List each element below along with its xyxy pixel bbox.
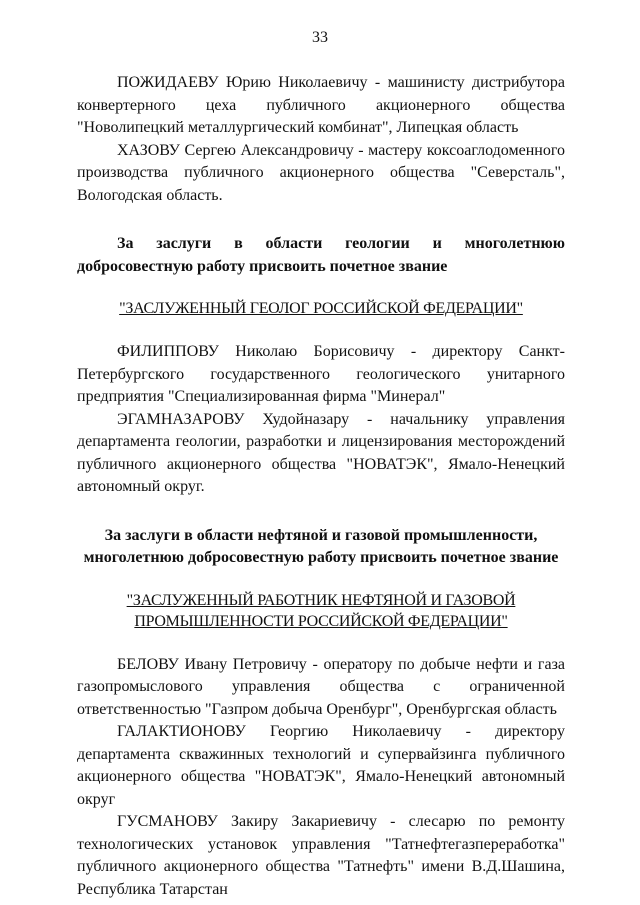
decree-geology: За заслуги в области геологии и многолетнюю добросовестную работу присвоить почетное звание [77,235,565,275]
spacer [77,632,565,654]
spacer [77,319,565,341]
award-entry-pozhidaev: ПОЖИДАЕВУ Юрию Николаевичу - машинисту дистрибутора конвертерного цеха публичного акционерного общества "Новолипецкий металлургический комбинат", Липецкая область [77,74,565,136]
spacer [77,207,565,233]
award-entry-filippov: ФИЛИППОВУ Николаю Борисовичу - директору Санкт-Петербургского государственного геологического унитарного предприятия "Специализированная фирма "Минерал" [77,343,565,405]
spacer [77,278,565,298]
award-entry-belov: БЕЛОВУ Ивану Петровичу - оператору по добыче нефти и газа газопромыслового управления общества с ограниченной ответственностью "Газпром добыча Оренбург", Оренбургская область [77,655,565,718]
spacer [77,570,565,590]
honorary-title-oil-gas-line1: "ЗАСЛУЖЕННЫЙ РАБОТНИК НЕФТЯНОЙ И ГАЗОВОЙ [126,591,516,609]
document-body [77,72,565,901]
award-entry-galaktionov: ГАЛАКТИОНОВУ Георгию Николаевичу - директору департамента скважинных технологий и супервайзинга публичного акционерного общества "НОВАТЭК", Ямало-Ненецкий автономный округ [77,723,565,808]
honorary-title-geologist: "ЗАСЛУЖЕННЫЙ ГЕОЛОГ РОССИЙСКОЙ ФЕДЕРАЦИИ" [119,300,523,317]
award-entry-egamnazarov: ЭГАМНАЗАРОВУ Худойназару - начальнику управления департамента геологии, разработки и лицензирования месторождений публичного акционерного общества "НОВАТЭК", Ямало-Ненецкий автономный округ. [77,410,565,495]
spacer [77,499,565,525]
honorary-title-oil-gas-line2: ПРОМЫШЛЕННОСТИ РОССИЙСКОЙ ФЕДЕРАЦИИ" [134,612,508,630]
award-entry-khazov: ХАЗОВУ Сергею Александровичу - мастеру коксоаглодоменного производства публичного акционерного общества "Северсталь", Вологодская область. [77,141,565,204]
decree-oil-gas: За заслуги в области нефтяной и газовой промышленности, многолетнюю добросовестную работу присвоить почетное звание [83,526,559,566]
page-number: 33 [312,29,328,46]
award-entry-gusmanov: ГУСМАНОВУ Закиру Закариевичу - слесарю по ремонту технологических установок управления "Татнефтегазпереработка" публичного акционерного общества "Татнефть" имени В.Д.Шашина, Республика Татарстан [77,813,565,898]
